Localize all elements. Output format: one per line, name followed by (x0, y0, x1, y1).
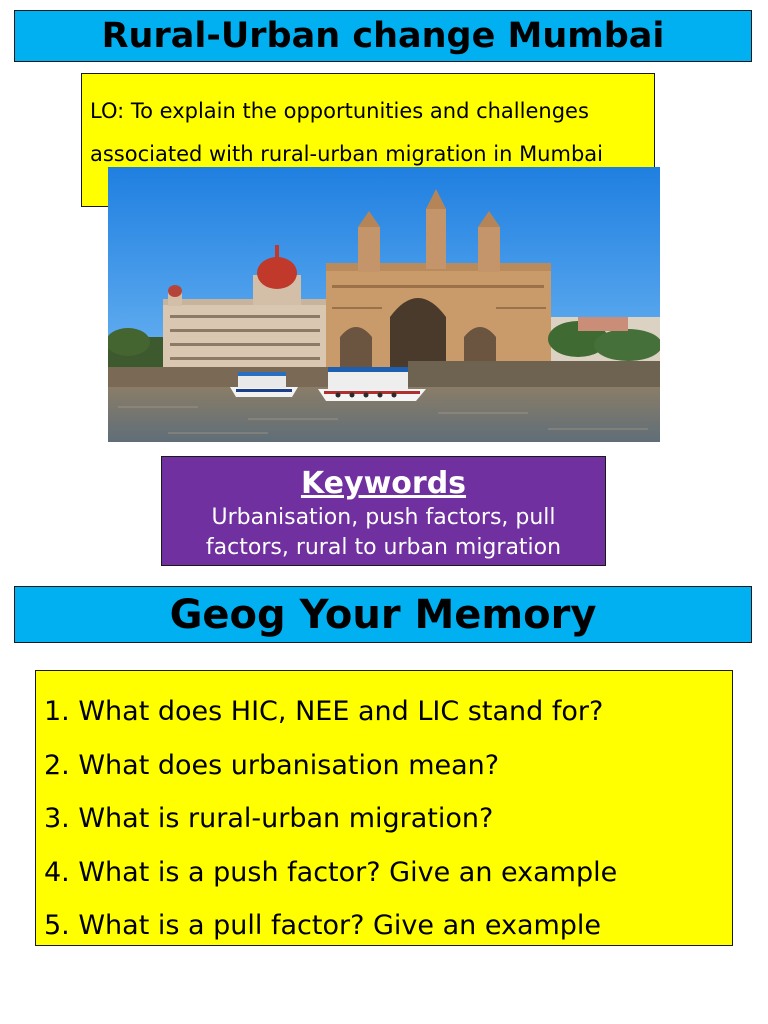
question-item: 2. What does urbanisation mean? (44, 749, 500, 781)
keywords-box (161, 456, 606, 566)
memory-heading: Geog Your Memory (14, 586, 752, 643)
question-item: 5. What is a pull factor? Give an example (44, 910, 602, 941)
question-item: 3. What is rural-urban migration? (44, 803, 494, 834)
learning-objective: LO: To explain the opportunities and challenges associated with rural-urban migration in Mumbai (81, 73, 655, 207)
question-item: 4. What is a push factor? Give an example (44, 856, 618, 888)
question-item: 1. What does HIC, NEE and LIC stand for? (44, 696, 604, 727)
questions-list (35, 670, 733, 946)
keywords-text: Urbanisation, push factors, pull factors, rural to urban migration (205, 505, 562, 560)
page-title: Rural-Urban change Mumbai (14, 10, 752, 62)
keywords-heading: Keywords (300, 466, 467, 501)
mumbai-photo (108, 167, 660, 442)
